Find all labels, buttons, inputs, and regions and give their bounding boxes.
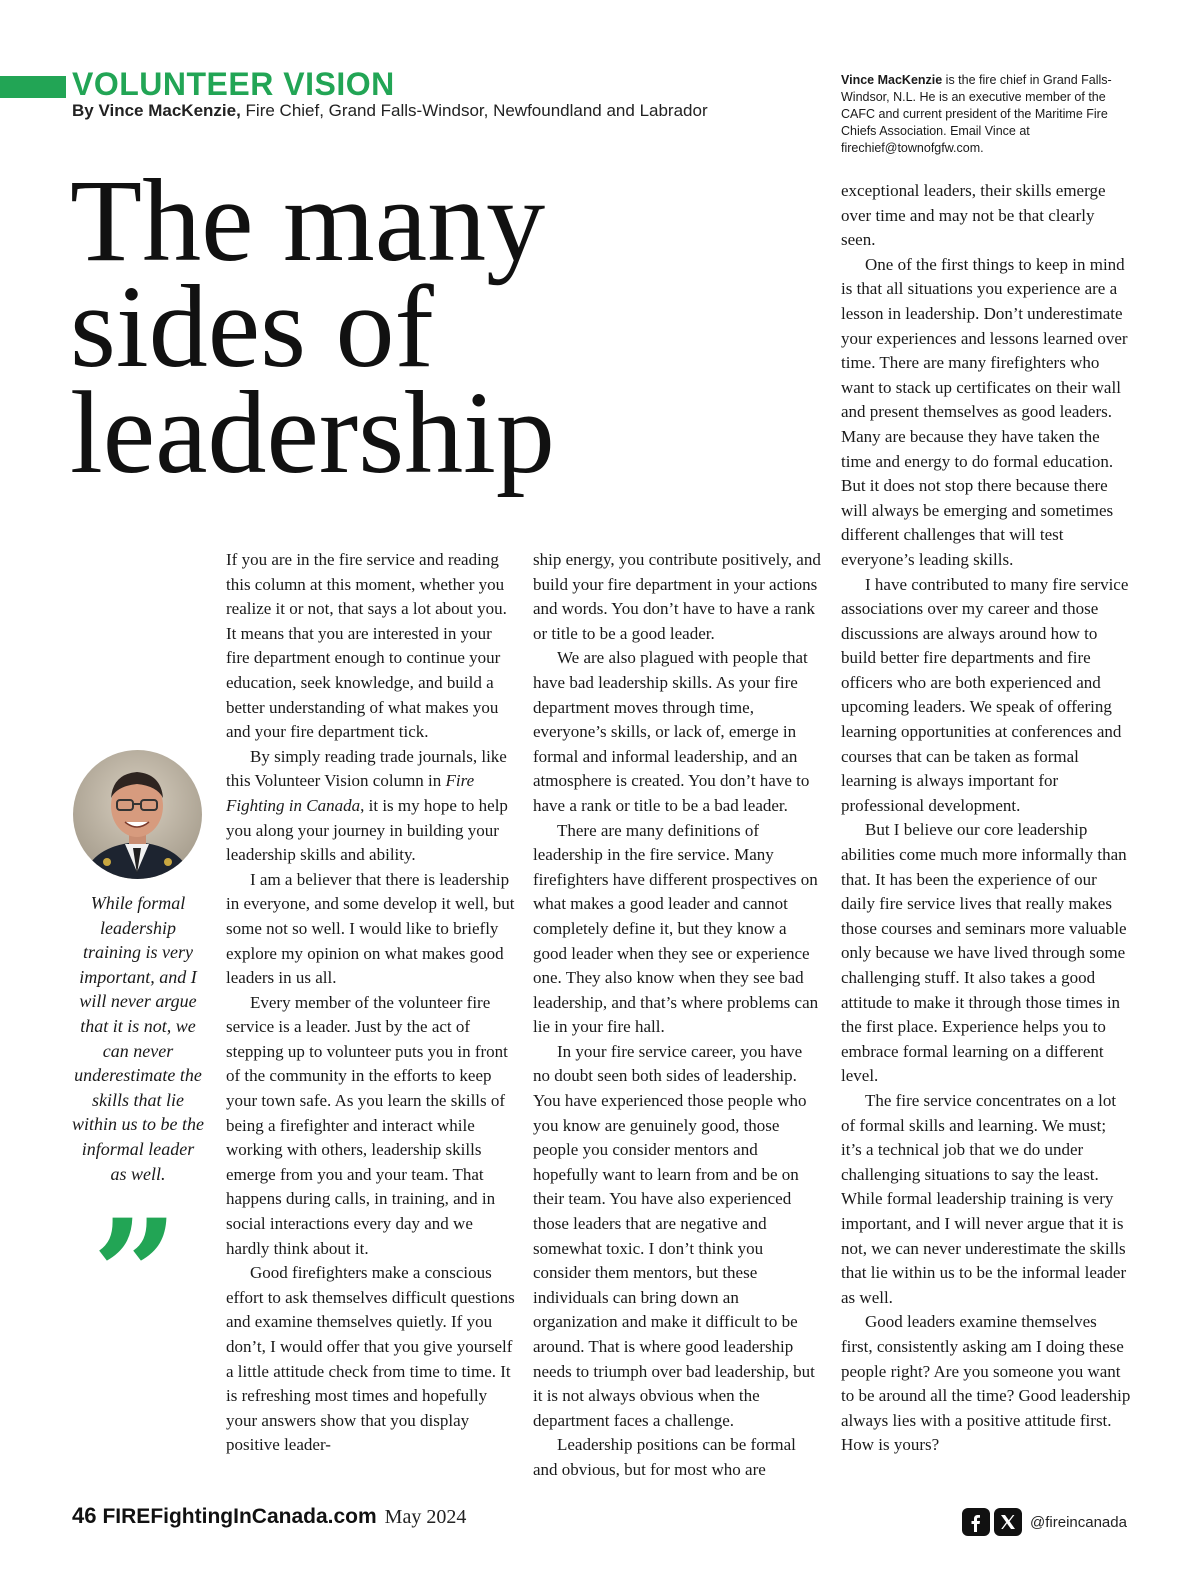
paragraph: But I believe our core leadership abilities come much more informally than that. It has been the experience of our daily fire service lives that really makes those courses and seminars more valuable only because we have lived through some challenging stuff. It also takes a good attitude to make it through those times in the first place. Experience helps you to embrace formal learning on a different level. (841, 820, 1127, 1086)
bio-name: Vince MacKenzie (841, 73, 943, 87)
paragraph: If you are in the fire service and reading this column at this moment, whether you realize it or not, that says a lot about you. It means that you are interested in your fire department enough to continue your education, seek knowledge, and build a better understanding of what makes you and your fire department tick. (226, 550, 507, 742)
pull-quote: While formal leadership training is very important, and I will never argue that it is not, we can never underestimate the skills that lie within us to be the informal leader as well. (72, 893, 204, 1184)
x-icon[interactable] (994, 1508, 1022, 1536)
paragraph-text: By simply reading trade journals, like this Volunteer Vision column in (226, 746, 507, 791)
paragraph: I have contributed to many fire service associations over my career and those discussions are always around how to build better fire departments and fire officers who are both experienced and upcoming leaders. We speak of offering learning opportunities at conferences and courses that can be taken as formal learning is always important for professional development. (841, 574, 1129, 815)
headline-line-1: The many (70, 155, 546, 286)
paragraph: One of the first things to keep in mind is that all situations you experience are a lesson in leadership. Don’t underestimate your experiences and lessons learned over time. There are many firefighters who want to stack up certificates on their wall and present themselves as good leaders. Many are because they have taken the time and energy to do formal education. But it does not stop there because there will always be emerging and sometimes different challenges that will test everyone’s leading skills. (841, 254, 1128, 569)
article-column-1 (226, 548, 516, 1458)
paragraph-text: , it is my hope to help you along your journey in building your leadership skills and ability. (226, 795, 508, 865)
byline-role: Fire Chief, Grand Falls-Windsor, Newfoundland and Labrador (240, 101, 708, 120)
paragraph: The fire service concentrates on a lot of formal skills and learning. We must; it’s a technical job that we do under challenging situations to say the least. While formal leadership training is very important, and I will never argue that it is not, we can never underestimate the skills that lie within us to be the informal leader as well. (841, 1090, 1127, 1307)
paragraph: In your fire service career, you have no doubt seen both sides of leadership. You have experienced those people who you know are genuinely good, those people you consider mentors and hopefully want to learn from and be on their team. You have also experienced those leaders that are negative and somewhat toxic. I don’t think you consider them mentors, but these individuals can bring down an organization and make it difficult to be around. That is where good leadership needs to triumph over bad leadership, but it is not always obvious when the department faces a challenge. (533, 1041, 815, 1430)
headline (70, 155, 790, 498)
byline (72, 101, 708, 121)
site-link[interactable]: FIREFightingInCanada.com (102, 1505, 377, 1528)
paragraph: ship energy, you contribute positively, and build your fire department in your actions and words. You don’t have to have a rank or title to be a good leader. (533, 550, 821, 643)
byline-author: By Vince MacKenzie, (72, 101, 241, 120)
section-title: VOLUNTEER VISION (72, 66, 395, 102)
headline-line-2: sides of (70, 261, 434, 392)
article-column-3 (841, 179, 1131, 1458)
paragraph: I am a believer that there is leadership in everyone, and some develop it well, but some not so well. I would like to briefly explore my opinion on what makes good leaders in us all. (226, 869, 515, 988)
facebook-icon[interactable] (962, 1508, 990, 1536)
paragraph: exceptional leaders, their skills emerge over time and may not be that clearly seen. (841, 181, 1106, 250)
paragraph: Good firefighters make a conscious effort to ask themselves difficult questions and examine themselves quietly. If you don’t, I would offer that you give yourself a little attitude check from time to time. It is refreshing most times and hopefully your answers show that you display positive leader- (226, 1263, 515, 1455)
paragraph: There are many definitions of leadership in the fire service. Many firefighters have different prospectives on what makes a good leader and cannot completely define it, but they know a good leader when they see or experience one. They also know when they see bad leadership, and that’s where problems can lie in your fire hall. (533, 820, 819, 1037)
social-handle[interactable]: @fireincanada (1030, 1513, 1127, 1531)
paragraph: Good leaders examine themselves first, consistently asking am I doing these people right? Are you someone you want to be around all the time? Good leadership always lies with a positive attitude first. How is yours? (841, 1312, 1131, 1455)
magazine-title: Fire Fighting in Canada (226, 771, 475, 815)
section-accent-bar (0, 76, 66, 98)
paragraph (226, 745, 516, 868)
closing-quote-icon: ” (92, 1187, 179, 1363)
paragraph: We are also plagued with people that have bad leadership skills. As your fire department moves through time, everyone’s skills, or lack of, emerge in formal and informal leadership, and an atmosphere is created. You don’t have to have a rank or title to be a bad leader. (533, 648, 810, 815)
page-number: 46 (72, 1503, 97, 1528)
article-column-2 (533, 548, 823, 1483)
author-bio (841, 72, 1131, 157)
bio-text: is the fire chief in Grand Falls-Windsor, N.L. He is an executive member of the CAFC and current president of the Maritime Fire Chiefs Association. Email Vince at firechief@townofgfw.com. (841, 73, 1112, 155)
social-links (962, 1507, 1127, 1537)
page-footer (72, 1503, 466, 1529)
paragraph: Leadership positions can be formal and obvious, but for most who are (533, 1435, 796, 1479)
headline-line-3: leadership (70, 367, 555, 498)
issue-date: May 2024 (384, 1506, 467, 1528)
author-photo (73, 750, 202, 879)
paragraph: Every member of the volunteer fire service is a leader. Just by the act of stepping up to volunteer puts you in front of the community in the efforts to keep your town safe. As you learn the skills of being a firefighter and interact while working with others, leadership skills emerge from you and your team. That happens during calls, in training, and in social interactions every day and we hardly think about it. (226, 992, 508, 1258)
